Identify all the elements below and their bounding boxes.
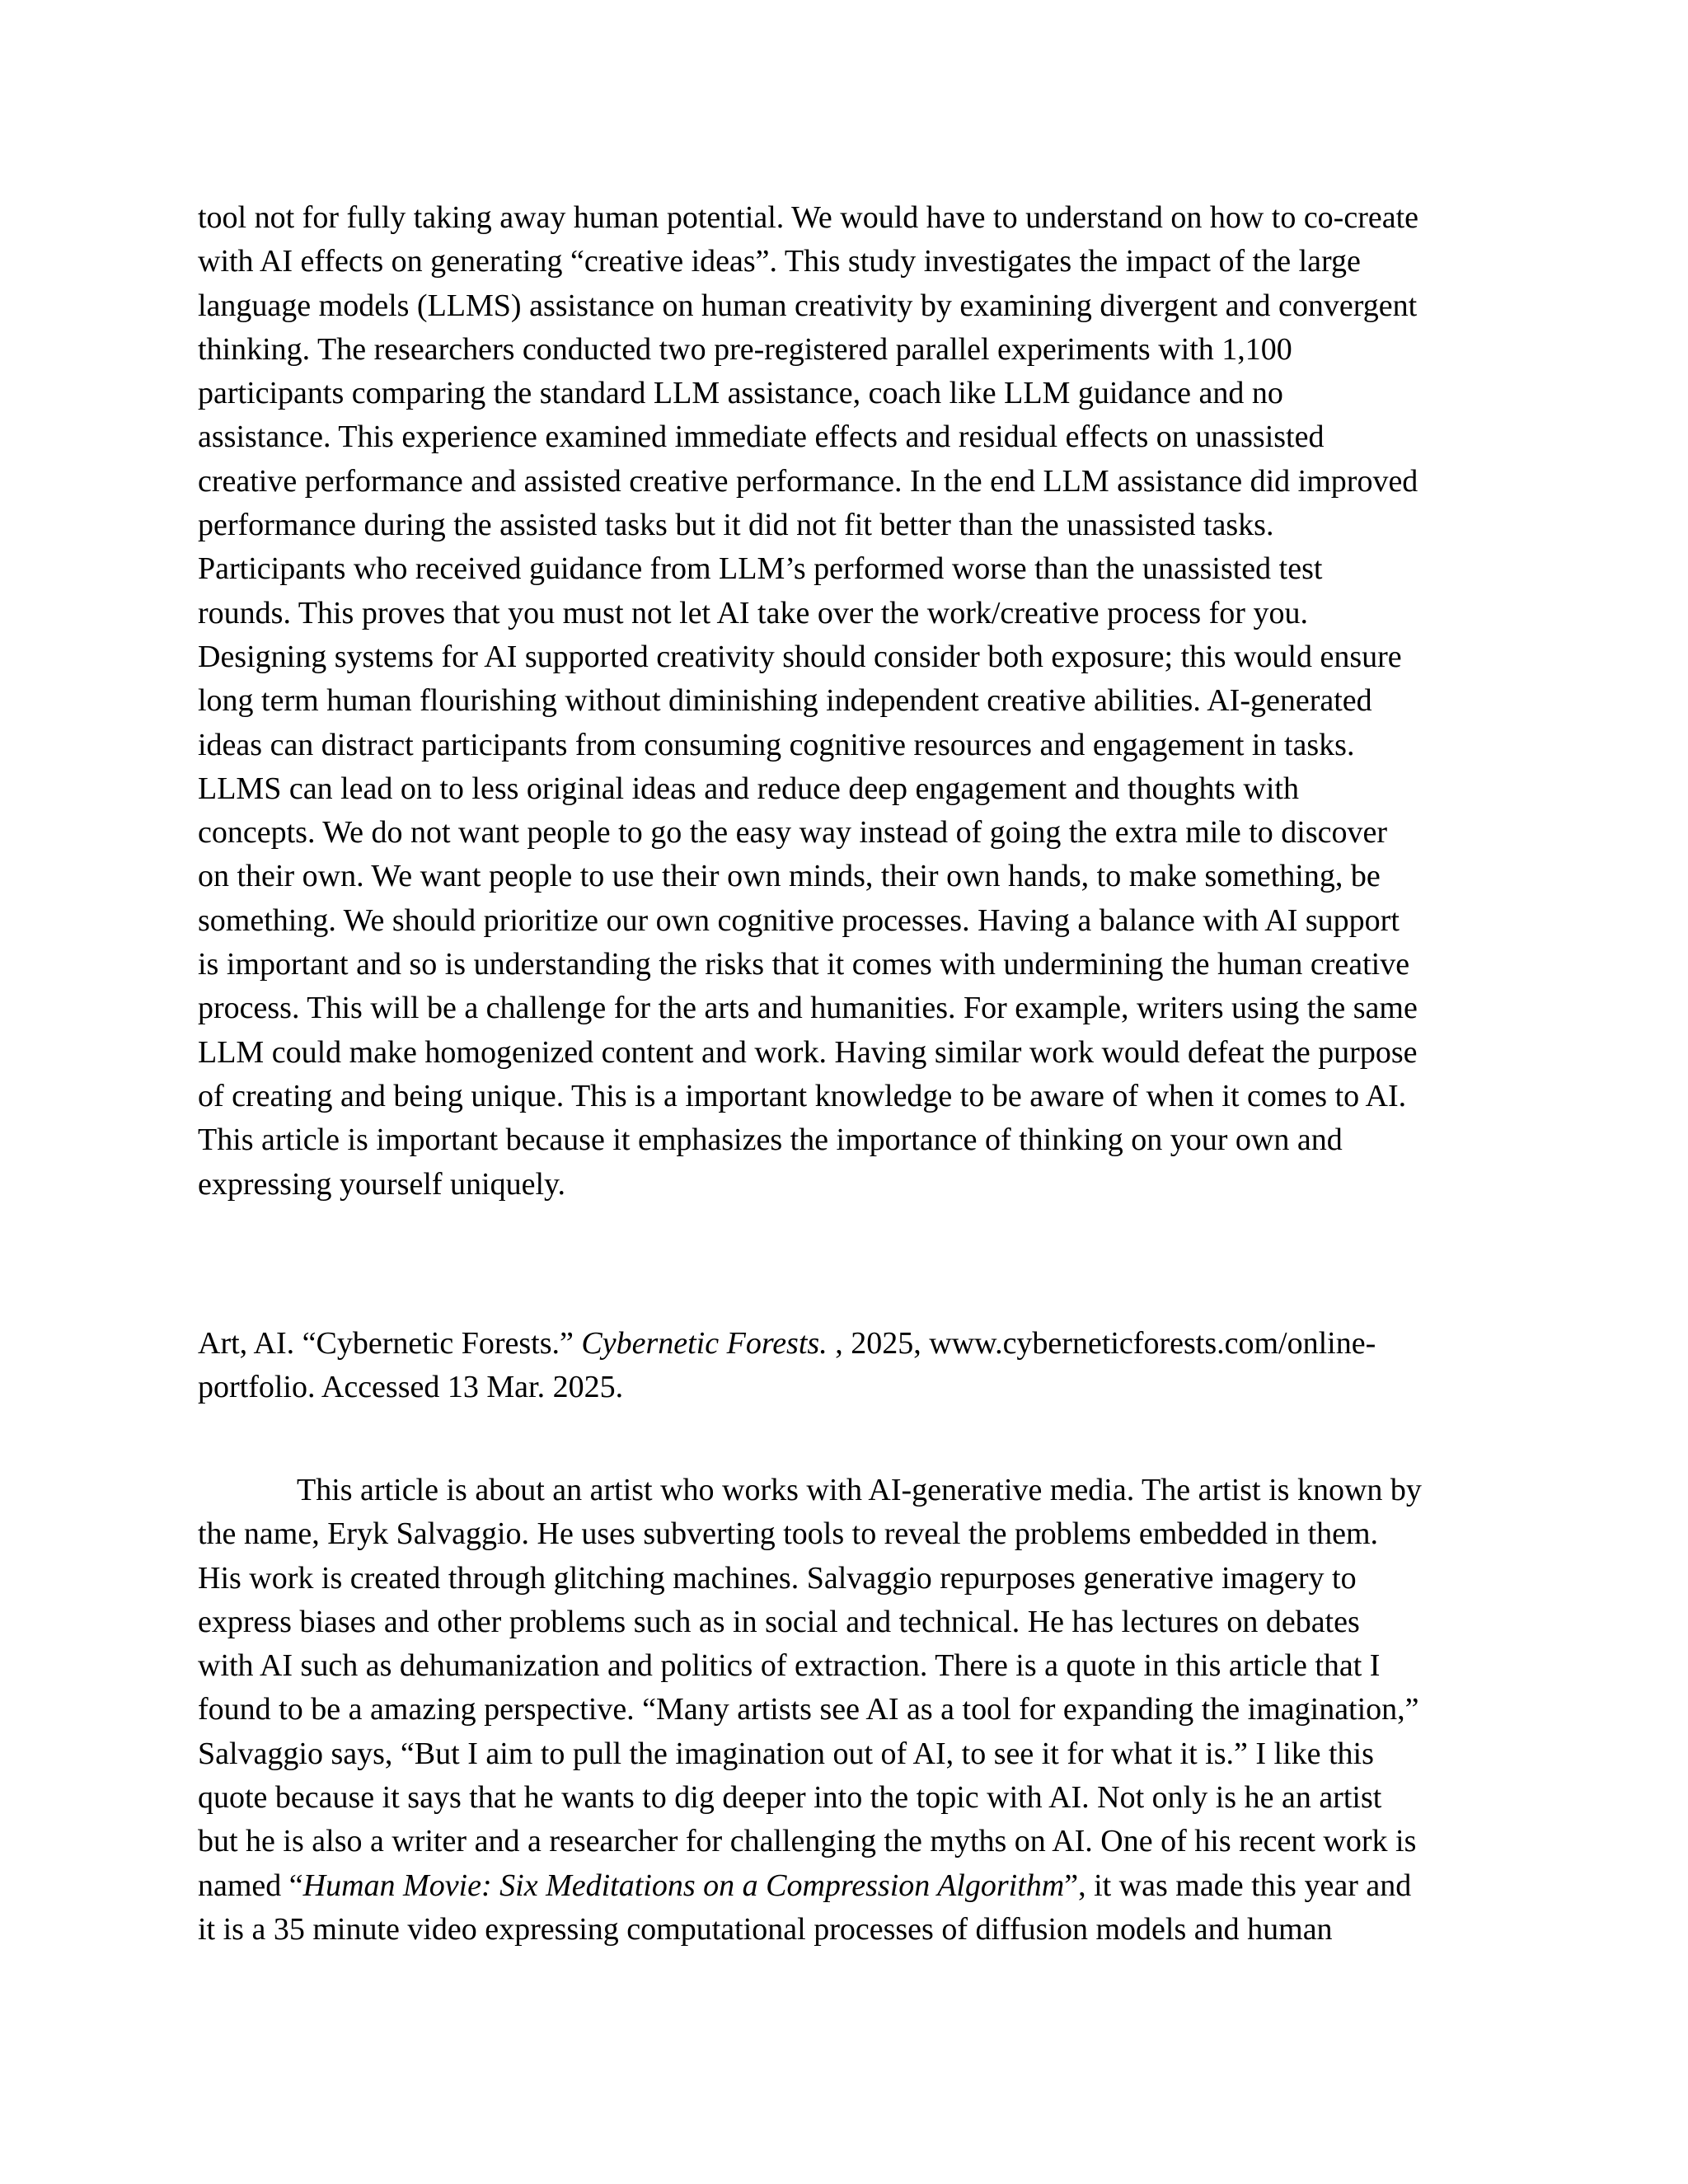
text-line: express biases and other problems such as in social and technical. He has lectures on debates [198,1604,1360,1639]
text-line: concepts. We do not want people to go the easy way instead of going the extra mile to discover [198,815,1388,851]
text-line [198,1864,1492,1908]
text-line: creative performance and assisted creative performance. In the end LLM assistance did improved [198,463,1418,499]
text-line: rounds. This proves that you must not let AI take over the work/creative process for you. [198,595,1308,630]
citation-line [198,1322,1492,1366]
citation-author-title: Art, AI. “Cybernetic Forests.” [198,1326,582,1361]
text-line: long term human flourishing without diminishing independent creative abilities. AI-generated [198,683,1372,719]
work-title: Human Movie: Six Meditations on a Compression Algorithm [302,1868,1065,1903]
text-line: of creating and being unique. This is a important knowledge to be aware of when it comes to AI. [198,1078,1407,1113]
text-line: Salvaggio says, “But I aim to pull the imagination out of AI, to see it for what it is.” I like this [198,1736,1374,1771]
text-line: This article is important because it emphasizes the importance of thinking on your own and [198,1122,1343,1158]
paragraph-cybernetic-forests-summary [198,1469,1492,1952]
citation-container-title: Cybernetic Forests. [581,1326,828,1361]
text-line: LLMS can lead on to less original ideas and reduce deep engagement and thoughts with [198,771,1299,806]
text-line: on their own. We want people to use their own minds, their own hands, to make something, be [198,859,1381,894]
text-line: LLM could make homogenized content and work. Having similar work would defeat the purpose [198,1034,1418,1070]
text-line: is important and so is understanding the risks that it comes with undermining the human creative [198,947,1410,982]
text-line: something. We should prioritize our own cognitive processes. Having a balance with AI support [198,902,1400,938]
paragraph-ai-creativity-study [198,196,1492,1207]
text-line: it is a 35 minute video expressing computational processes of diffusion models and human [198,1911,1333,1947]
text-segment: ”, it was made this year and [1064,1868,1412,1903]
text-line: Participants who received guidance from LLM’s performed worse than the unassisted test [198,551,1323,587]
citation-line: portfolio. Accessed 13 Mar. 2025. [198,1370,624,1405]
text-line: Designing systems for AI supported creativity should consider both exposure; this would ensure [198,639,1402,674]
text-line: expressing yourself uniquely. [198,1166,566,1202]
text-line: thinking. The researchers conducted two pre-registered parallel experiments with 1,100 [198,331,1292,367]
citation-date-url: , 2025, www.cyberneticforests.com/online- [827,1326,1376,1361]
text-line: His work is created through glitching machines. Salvaggio repurposes generative imagery to [198,1560,1357,1596]
text-line: performance during the assisted tasks but it did not fit better than the unassisted tasks. [198,508,1274,543]
text-line: assistance. This experience examined immediate effects and residual effects on unassisted [198,419,1325,455]
text-line: language models (LLMS) assistance on human creativity by examining divergent and convergent [198,288,1418,323]
text-line: tool not for fully taking away human potential. We would have to understand on how to co-create [198,200,1419,235]
text-line: participants comparing the standard LLM assistance, coach like LLM guidance and no [198,376,1283,411]
text-line: with AI effects on generating “creative ideas”. This study investigates the impact of the large [198,244,1361,279]
text-line: with AI such as dehumanization and politics of extraction. There is a quote in this article that I [198,1648,1381,1684]
text-line: process. This will be a challenge for the arts and humanities. For example, writers using the same [198,991,1418,1026]
citation-entry [198,1322,1492,1410]
text-line: quote because it says that he wants to dig deeper into the topic with AI. Not only is he an artist [198,1780,1382,1816]
text-line-first: This article is about an artist who works with AI-generative media. The artist is known by [297,1473,1422,1507]
text-line: found to be a amazing perspective. “Many artists see AI as a tool for expanding the imagination,” [198,1692,1419,1727]
text-line: but he is also a writer and a researcher for challenging the myths on AI. One of his recent work is [198,1824,1417,1859]
text-line: ideas can distract participants from consuming cognitive resources and engagement in tasks. [198,727,1355,762]
text-segment: named “ [198,1868,303,1903]
text-line: the name, Eryk Salvaggio. He uses subverting tools to reveal the problems embedded in them. [198,1516,1379,1552]
